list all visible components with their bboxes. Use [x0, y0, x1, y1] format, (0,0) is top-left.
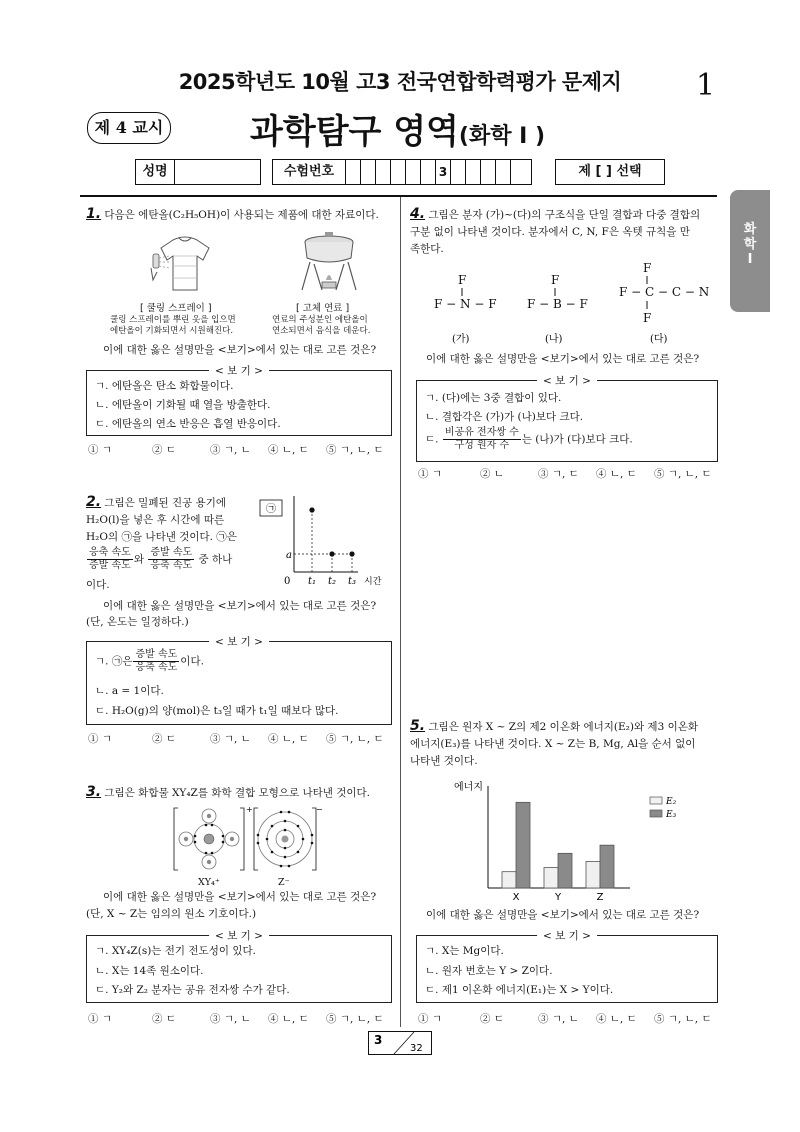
choice-1[interactable]: ① ㄱ — [88, 1013, 112, 1025]
q5-bogi-box — [416, 930, 718, 1003]
q3-choices — [88, 1011, 384, 1026]
bar-X-series1 — [502, 872, 516, 888]
q5-choices — [418, 1011, 712, 1026]
q1-number: 1. — [86, 206, 102, 222]
bar-Z-series1 — [586, 861, 600, 888]
q5-line2: 에너지(E₃)를 나타낸 것이다. X ~ Z는 B, Mg, Al을 순서 없이 — [410, 738, 696, 750]
q1-choices — [88, 442, 384, 457]
x-tick-label: Y — [554, 892, 562, 903]
solid-fuel-figure — [292, 230, 366, 294]
legend-swatch — [650, 810, 662, 817]
legend-swatch — [650, 797, 662, 804]
svg-text:F: F — [458, 273, 467, 287]
column-divider — [400, 197, 401, 1027]
x-tick-label: Z — [596, 892, 604, 903]
q1-item-b-title: [ 고체 연료 ] — [296, 303, 350, 314]
side-tab-char: 화 — [743, 222, 757, 237]
q2-line3: H₂O의 ㉠을 나타낸 것이다. ㉠은 — [86, 531, 237, 543]
choice-2[interactable]: ② ㄷ — [152, 1013, 176, 1025]
bogi-item: ㄴ. 원자 번호는 Y > Z이다. — [425, 965, 553, 977]
exam-number-label: 수험번호 — [273, 160, 346, 184]
bogi-item: ㄱ. (다)에는 3중 결합이 있다. — [425, 392, 562, 404]
subject-main: 과학탐구 영역 — [250, 112, 459, 152]
choice-4[interactable]: ④ ㄴ, ㄷ — [596, 1013, 637, 1025]
q3-text: 그림은 화합물 XY₄Z를 화학 결합 모형으로 나타낸 것이다. — [104, 787, 371, 799]
choice-2[interactable]: ② ㄴ — [480, 468, 504, 480]
bogi-title: < 보 기 > — [209, 928, 269, 943]
choice-3[interactable]: ③ ㄱ, ㄴ — [210, 444, 251, 456]
choice-1[interactable]: ① ㄱ — [418, 468, 442, 480]
choice-3[interactable]: ③ ㄱ, ㄴ — [210, 733, 251, 745]
q4-line2: 구분 없이 나타낸 것이다. 분자에서 C, N, F은 옥텟 규칙을 만 — [410, 226, 690, 238]
choice-1[interactable]: ① ㄱ — [418, 1013, 442, 1025]
q5-ask: 이에 대한 옳은 설명만을 <보기>에서 있는 대로 고른 것은? — [426, 909, 700, 921]
q2-tail-text: 중 하나 — [198, 553, 233, 566]
q2-line5: 이다. — [86, 579, 110, 591]
q2-frac2: $\frac{\text{증발 속도}}{\text{응축 속도}}$ — [150, 547, 193, 571]
q5-line3: 나타낸 것이다. — [410, 755, 478, 767]
period-badge: 제 4 교시 — [87, 112, 171, 144]
q3-ask2: (단, X ~ Z는 임의의 원소 기호이다.) — [86, 908, 257, 920]
q2-legend: ㉠ — [266, 504, 276, 515]
q3-label-left: XY₄⁺ — [198, 877, 220, 888]
exam-no-cell[interactable] — [421, 160, 436, 184]
q1-item-a-title: [ 쿨링 스프레이 ] — [140, 303, 212, 314]
svg-text:F: F — [643, 261, 652, 275]
mol-label: (나) — [545, 334, 563, 345]
legend-label: E₃ — [666, 810, 677, 820]
bogi-item: ㄱ. XY₄Z(s)는 전기 전도성이 있다. — [95, 945, 256, 957]
q2-point-t1 — [309, 507, 314, 512]
choice-3[interactable]: ③ ㄱ, ㄴ — [210, 1013, 251, 1025]
side-tab-char: Ⅰ — [747, 252, 753, 267]
q1-bogi-box — [86, 365, 392, 436]
subject-title — [250, 104, 545, 153]
choice-4[interactable]: ④ ㄴ, ㄷ — [268, 733, 309, 745]
bogi-item: ㄷ. 에탄올의 연소 반응은 흡열 반응이다. — [95, 418, 281, 430]
q2-choices — [88, 731, 384, 746]
q2-line1: 그림은 밀폐된 진공 용기에 — [104, 497, 226, 509]
exam-no-cell[interactable] — [406, 160, 421, 184]
bogi-item: ㄱ. ㉠은 $\frac{\text{증발 속도}}{\text{응축 속도}}$ 이다. — [95, 649, 204, 673]
q2-number: 2. — [86, 494, 102, 510]
q1-text: 다음은 에탄올(C₂H₅OH)이 사용되는 제품에 대한 자료이다. — [104, 209, 379, 221]
choice-2[interactable]: ② ㄷ — [152, 733, 176, 745]
legend-label: E₂ — [666, 797, 677, 807]
choice-2[interactable]: ② ㄷ — [152, 444, 176, 456]
q4-choices — [418, 466, 712, 481]
q4-ask: 이에 대한 옳은 설명만을 <보기>에서 있는 대로 고른 것은? — [426, 353, 700, 365]
page-number: 1 — [696, 68, 716, 103]
name-label-cell: 성명 — [136, 160, 175, 184]
exam-no-cell[interactable] — [496, 160, 511, 184]
q1-item-a-desc1: 쿨링 스프레이를 뿌린 옷을 입으면 — [110, 315, 236, 325]
q1-item-b-desc2: 연소되면서 음식을 데운다. — [272, 326, 371, 336]
svg-text:F − N − F: F − N − F — [434, 297, 497, 311]
bar-Y-series1 — [544, 868, 558, 888]
name-field[interactable] — [175, 160, 260, 184]
bar-Z-series2 — [600, 845, 614, 888]
q2-stem — [86, 494, 266, 594]
chart-ylabel: 에너지 — [454, 782, 483, 793]
q2-ask2: (단, 온도는 일정하다.) — [86, 616, 189, 628]
q5-number: 5. — [410, 718, 426, 734]
exam-no-cell[interactable] — [361, 160, 376, 184]
choice-4[interactable]: ④ ㄴ, ㄷ — [268, 1013, 309, 1025]
bogi-title: < 보 기 > — [537, 373, 597, 388]
choice-2[interactable]: ② ㄷ — [480, 1013, 504, 1025]
exam-no-cell[interactable] — [481, 160, 496, 184]
exam-no-cell[interactable] — [376, 160, 391, 184]
ionization-energy-chart — [440, 772, 700, 904]
exam-no-digit: 3 — [436, 160, 451, 184]
q2-line2: H₂O(l)을 넣은 후 시간에 따른 — [86, 514, 225, 526]
q4-bogi-box — [416, 375, 718, 462]
bogi-item: ㄷ. Y₂와 Z₂ 분자는 공유 전자쌍 수가 같다. — [95, 984, 290, 996]
q2-bogi-box — [86, 636, 392, 725]
bogi-item: ㄴ. 결합각은 (가)가 (나)보다 크다. — [425, 411, 584, 423]
q3-ask: 이에 대한 옳은 설명만을 <보기>에서 있는 대로 고른 것은? — [103, 891, 377, 903]
exam-title: 2025학년도 10월 고3 전국연합학력평가 문제지 — [178, 70, 622, 94]
choice-5[interactable]: ⑤ ㄱ, ㄴ, ㄷ — [654, 1013, 712, 1025]
mol-label: (다) — [650, 334, 668, 345]
bogi-item: ㄴ. 에탄올이 기화될 때 열을 방출한다. — [95, 399, 271, 411]
q3-number: 3. — [86, 784, 102, 800]
bogi-item: ㄱ. 에탄올은 탄소 화합물이다. — [95, 380, 234, 392]
subject-sub: (화학 Ⅰ ) — [458, 124, 546, 149]
q4-line1: 그림은 분자 (가)~(다)의 구조식을 단일 결합과 다중 결합의 — [428, 209, 701, 221]
bogi-item: ㄴ. X는 14족 원소이다. — [95, 965, 204, 977]
q1-item-a-desc2: 에탄올이 기화되면서 시원해진다. — [110, 326, 234, 336]
bogi-item: ㄴ. a = 1이다. — [95, 685, 164, 697]
bogi-item: ㄱ. X는 Mg이다. — [425, 945, 504, 957]
q2-origin: 0 — [284, 576, 291, 587]
page-counter — [368, 1031, 432, 1055]
q1-ask: 이에 대한 옳은 설명만을 <보기>에서 있는 대로 고른 것은? — [103, 344, 377, 356]
q5-line1: 그림은 원자 X ~ Z의 제2 이온화 에너지(E₂)와 제3 이온화 — [428, 721, 699, 733]
choice-4[interactable]: ④ ㄴ, ㄷ — [268, 444, 309, 456]
header-rule — [80, 195, 717, 197]
q2-tick: t₃ — [348, 576, 357, 587]
choice-5[interactable]: ⑤ ㄱ, ㄴ, ㄷ — [326, 733, 384, 745]
page-current: 3 — [374, 1033, 383, 1047]
svg-text:−: − — [316, 805, 323, 814]
choice-5[interactable]: ⑤ ㄱ, ㄴ, ㄷ — [326, 444, 384, 456]
exam-no-cell[interactable] — [391, 160, 406, 184]
q4-stem — [410, 206, 700, 258]
exam-number-box — [272, 159, 532, 185]
q2-tick: t₂ — [328, 576, 337, 587]
x-tick-label: X — [512, 892, 520, 903]
q2-tick: t₁ — [308, 576, 317, 587]
choice-4[interactable]: ④ ㄴ, ㄷ — [596, 468, 637, 480]
bogi-item: ㄷ. H₂O(g)의 양(mol)은 t₃일 때가 t₁일 때보다 많다. — [95, 705, 339, 717]
q2-point-t3 — [349, 551, 354, 556]
q3-bogi-box — [86, 930, 392, 1003]
cooling-spray-figure — [145, 232, 225, 294]
student-info-box — [135, 159, 261, 185]
q2-frac1: $\frac{\text{응축 속도}}{\text{증발 속도}}$ — [89, 547, 131, 571]
select-box[interactable]: 제 [ ] 선택 — [555, 159, 665, 185]
q2-ylabel: a — [286, 550, 292, 561]
q2-point-t2 — [329, 551, 334, 556]
q4-line3: 족한다. — [410, 243, 444, 255]
page-total: 32 — [410, 1043, 423, 1054]
bogi-title: < 보 기 > — [209, 363, 269, 378]
bogi-title: < 보 기 > — [209, 634, 269, 649]
bar-Y-series2 — [558, 853, 572, 888]
bogi-title: < 보 기 > — [537, 928, 597, 943]
svg-text:F − B − F: F − B − F — [527, 297, 588, 311]
q2-ask: 이에 대한 옳은 설명만을 <보기>에서 있는 대로 고른 것은? — [103, 600, 377, 612]
q4-structures — [420, 258, 710, 346]
q1-stem — [86, 206, 379, 224]
svg-text:F − C − C − N: F − C − C − N — [619, 285, 710, 299]
mol-label: (가) — [452, 334, 470, 345]
q2-mid-text: 와 — [133, 553, 144, 566]
exam-no-cell[interactable] — [451, 160, 466, 184]
exam-no-cell[interactable] — [466, 160, 481, 184]
q3-label-right: Z⁻ — [278, 877, 290, 888]
q2-xlabel: 시간 — [364, 577, 382, 587]
bogi-item: ㄷ. 제1 이온화 에너지(E₁)는 X > Y이다. — [425, 984, 614, 996]
bar-X-series2 — [516, 802, 530, 888]
q1-item-b-desc1: 연료의 주성분인 에탄올이 — [272, 315, 368, 325]
q2-graph — [252, 492, 392, 592]
svg-text:F: F — [643, 311, 652, 325]
bogi-item: ㄷ. $\frac{\text{비공유 전자쌍 수}}{\text{구성 원자 수}}$ 는 (나)가 (다)보다 크다. — [425, 427, 633, 451]
choice-3[interactable]: ③ ㄱ, ㄴ — [538, 1013, 579, 1025]
choice-1[interactable]: ① ㄱ — [88, 733, 112, 745]
choice-5[interactable]: ⑤ ㄱ, ㄴ, ㄷ — [326, 1013, 384, 1025]
q4-number: 4. — [410, 206, 426, 222]
q5-stem — [410, 718, 698, 770]
side-tab — [730, 190, 770, 312]
svg-text:+: + — [246, 805, 253, 814]
exam-no-cell[interactable] — [346, 160, 361, 184]
choice-5[interactable]: ⑤ ㄱ, ㄴ, ㄷ — [654, 468, 712, 480]
svg-text:F: F — [551, 273, 560, 287]
choice-3[interactable]: ③ ㄱ, ㄷ — [538, 468, 579, 480]
side-tab-char: 학 — [743, 237, 757, 252]
choice-1[interactable]: ① ㄱ — [88, 444, 112, 456]
q3-bond-model — [170, 800, 323, 878]
